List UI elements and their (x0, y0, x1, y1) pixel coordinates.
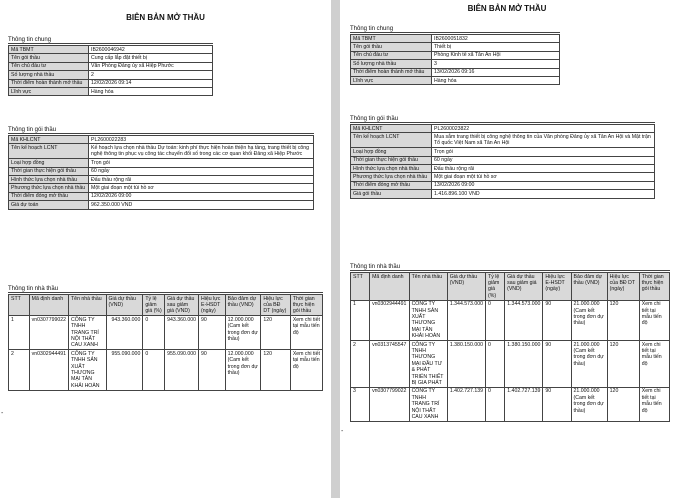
info-value: Mua sắm trang thiết bị công nghệ thông tin của Văn phòng Đảng ủy xã Tân An Hội và Mặt trận Tổ quốc Việt Nam xã Tân An Hội (432, 133, 655, 148)
table-cell: 90 (199, 316, 226, 350)
page-edge-mark: - (341, 428, 344, 435)
table-row (9, 316, 323, 350)
info-row (9, 71, 213, 79)
info-row (351, 60, 560, 68)
document-title: BIÊN BẢN MỞ THẦU (467, 4, 547, 13)
table-cell: 3 (351, 387, 370, 421)
info-row (351, 156, 655, 164)
column-header: Hiệu lực E-HSDT (ngày) (199, 295, 226, 316)
info-row (9, 54, 213, 62)
info-label: Lĩnh vực (351, 77, 432, 85)
column-header: Bảo đảm dự thầu (VND) (225, 295, 261, 316)
info-row (9, 184, 314, 192)
info-row (351, 43, 560, 51)
general-info-section (8, 37, 213, 96)
info-value: 2 (89, 71, 213, 79)
table-cell: CÔNG TY TNHH TRANG TRÍ NỘI THẤT CAU XANH (69, 316, 107, 350)
column-header: Giá dự thầu (VND) (447, 273, 485, 301)
table-cell: 2 (9, 350, 30, 390)
column-header: Giá dự thầu (VND) (106, 295, 143, 316)
table-cell: 943.360.000 (106, 316, 143, 350)
table-cell: Xem chi tiết tại mẫu tiến độ (290, 350, 322, 390)
info-value: Hàng hóa (432, 77, 560, 85)
info-label: Thời điểm hoàn thành mở thầu (9, 79, 89, 87)
table-row (9, 350, 323, 390)
info-label: Tên gói thầu (9, 54, 89, 62)
info-value: 60 ngày (89, 167, 314, 175)
info-label: Số lượng nhà thầu (9, 71, 89, 79)
table-cell: 1.402.727.139 (447, 387, 485, 421)
info-label: Phương thức lựa chọn nhà thầu (351, 173, 432, 181)
column-header: Mã định danh (29, 295, 68, 316)
info-value: Kế hoạch lựa chọn nhà thầu Dự toán: kinh phí thực hiện hoàn thiện hạ tầng, trang thiết bị công nghệ thông tin phục vụ công tác chuyển đổi số trong các cơ quan khối Đảng xã Hiệp Phước (89, 144, 314, 159)
bidders-section (8, 286, 323, 391)
table-cell: vn0302944491 (29, 350, 68, 390)
table-cell: 0 (486, 387, 505, 421)
table-cell: 21.000.000 (Cam kết trong đơn dự thầu) (571, 341, 607, 388)
info-value: PL2600022283 (89, 136, 314, 144)
table-cell: 955.090.000 (165, 350, 199, 390)
column-header: Thời gian thực hiện gói thầu (639, 273, 669, 301)
table-cell: CÔNG TY TNHH TRANG TRÍ NỘI THẤT CAU XANH (409, 387, 447, 421)
table-cell: 12.000.000 (Cam kết trong đơn dự thầu) (225, 350, 261, 390)
info-row (9, 201, 314, 209)
info-row (9, 167, 314, 175)
package-info-section (8, 127, 314, 210)
column-header: Hiệu lực của BĐ DT (ngày) (607, 273, 639, 301)
table-cell: 1.380.150.000 (505, 341, 543, 388)
table-cell: 2 (351, 341, 370, 388)
column-header: STT (351, 273, 370, 301)
table-cell: 120 (607, 387, 639, 421)
table-cell: 90 (543, 300, 571, 340)
info-value: 60 ngày (432, 156, 655, 164)
info-row (9, 62, 213, 70)
table-cell: 12.000.000 (Cam kết trong đơn dự thầu) (225, 316, 261, 350)
info-row (9, 46, 213, 54)
info-value: 12/02/2026 09:14 (89, 79, 213, 87)
general-info-table (350, 34, 560, 85)
info-label: Giá dự toán (9, 201, 89, 209)
table-cell: 1 (351, 300, 370, 340)
info-row (351, 125, 655, 133)
table-cell: CÔNG TY TNHH SẢN XUẤT THƯƠNG MẠI TÂN KHẢI HOÀN (69, 350, 107, 390)
info-value: Phòng Kinh tế xã Tân An Hội (432, 51, 560, 59)
package-info-table (8, 135, 314, 210)
info-label: Mã TBMT (351, 35, 432, 43)
info-label: Thời điểm đóng mở thầu (9, 192, 89, 200)
section-heading: Thông tin nhà thầu (8, 286, 323, 293)
column-header: Hiệu lực E-HSDT (ngày) (543, 273, 571, 301)
info-value: PL2600023822 (432, 125, 655, 133)
table-cell: Xem chi tiết tại mẫu tiến độ (639, 387, 669, 421)
info-label: Thời điểm đóng mở thầu (351, 181, 432, 189)
table-cell: Xem chi tiết tại mẫu tiến độ (290, 316, 322, 350)
table-cell: 1.402.727.139 (505, 387, 543, 421)
info-row (351, 77, 560, 85)
section-heading: Thông tin chung (350, 26, 560, 33)
column-header: Bảo đảm dự thầu (VND) (571, 273, 607, 301)
info-row (351, 68, 560, 76)
table-cell: 90 (199, 350, 226, 390)
column-header: Tên nhà thầu (69, 295, 107, 316)
info-label: Số lượng nhà thầu (351, 60, 432, 68)
info-value: 13/02/2026 09:00 (432, 181, 655, 189)
info-row (351, 181, 655, 189)
info-label: Mã KHLCNT (9, 136, 89, 144)
info-label: Thời gian thực hiện gói thầu (351, 156, 432, 164)
info-label: Giá gói thầu (351, 190, 432, 198)
info-row (9, 159, 314, 167)
package-info-section (350, 116, 655, 199)
table-cell: 21.000.000 (Cam kết trong đơn dự thầu) (571, 387, 607, 421)
column-header: Giá dự thầu sau giảm giá (VND) (165, 295, 199, 316)
package-info-table (350, 124, 655, 199)
column-header: Tỷ lệ giảm giá (%) (143, 295, 165, 316)
column-header: Tỷ lệ giảm giá (%) (486, 273, 505, 301)
general-info-table (8, 45, 213, 96)
table-cell: vn0313745547 (370, 341, 410, 388)
table-cell: 1.344.573.000 (505, 300, 543, 340)
document-title: BIÊN BẢN MỞ THẦU (126, 13, 205, 22)
info-value: Trọn gói (432, 148, 655, 156)
table-cell: vn0307799022 (29, 316, 68, 350)
table-cell: 955.090.000 (106, 350, 143, 390)
info-value: Cung cấp lắp đặt thiết bị (89, 54, 213, 62)
info-label: Loại hợp đồng (9, 159, 89, 167)
info-label: Thời gian thực hiện gói thầu (9, 167, 89, 175)
info-label: Hình thức lựa chọn nhà thầu (9, 176, 89, 184)
table-header-row (351, 273, 670, 301)
info-value: 962.350.000 VND (89, 201, 314, 209)
table-header-row (9, 295, 323, 316)
info-value: Một giai đoạn một túi hồ sơ (89, 184, 314, 192)
info-value: IB2600051832 (432, 35, 560, 43)
table-cell: Xem chi tiết tại mẫu tiến độ (639, 300, 669, 340)
info-label: Mã KHLCNT (351, 125, 432, 133)
table-cell: 90 (543, 387, 571, 421)
info-row (351, 190, 655, 198)
info-value: Một giai đoạn một túi hồ sơ (432, 173, 655, 181)
table-row (351, 341, 670, 388)
section-heading: Thông tin nhà thầu (350, 264, 670, 271)
general-info-section (350, 26, 560, 85)
info-label: Phương thức lựa chọn nhà thầu (9, 184, 89, 192)
column-header: Giá dự thầu sau giảm giá (VND) (505, 273, 543, 301)
section-heading: Thông tin chung (8, 37, 213, 44)
bidders-section (350, 264, 670, 422)
table-cell: 21.000.000 (Cam kết trong đơn dự thầu) (571, 300, 607, 340)
page-edge-mark: - (1, 410, 4, 417)
table-cell: 943.360.000 (165, 316, 199, 350)
info-label: Hình thức lựa chọn nhà thầu (351, 165, 432, 173)
info-value: Hàng hóa (89, 88, 213, 96)
info-value: 1.416.896.100 VND (432, 190, 655, 198)
info-value: Thiết bị (432, 43, 560, 51)
info-value: 13/02/2026 09:16 (432, 68, 560, 76)
info-row (9, 144, 314, 159)
table-cell: 0 (486, 300, 505, 340)
info-row (351, 35, 560, 43)
info-label: Tên kế hoạch LCNT (351, 133, 432, 148)
table-cell: vn0307799022 (370, 387, 410, 421)
table-cell: 90 (543, 341, 571, 388)
column-header: Thời gian thực hiện gói thầu (290, 295, 322, 316)
info-value: Văn Phòng Đảng ủy xã Hiệp Phước (89, 62, 213, 70)
info-label: Loại hợp đồng (351, 148, 432, 156)
table-row (351, 300, 670, 340)
table-cell: 0 (143, 316, 165, 350)
table-row (351, 387, 670, 421)
info-label: Tên gói thầu (351, 43, 432, 51)
info-label: Tên kế hoạch LCNT (9, 144, 89, 159)
table-cell: CÔNG TY TNHH SẢN XUẤT THƯƠNG MẠI TÂN KHẢI HOÀN (409, 300, 447, 340)
info-row (351, 148, 655, 156)
info-label: Thời điểm hoàn thành mở thầu (351, 68, 432, 76)
info-row (9, 192, 314, 200)
info-value: Đấu thầu rộng rãi (432, 165, 655, 173)
info-row (9, 176, 314, 184)
info-row (9, 88, 213, 96)
info-row (351, 173, 655, 181)
info-row (351, 165, 655, 173)
table-cell: 120 (261, 316, 290, 350)
info-row (9, 79, 213, 87)
table-cell: 1.380.150.000 (447, 341, 485, 388)
column-header: Tên nhà thầu (409, 273, 447, 301)
info-value: Đấu thầu rộng rãi (89, 176, 314, 184)
info-row (9, 136, 314, 144)
section-heading: Thông tin gói thầu (8, 127, 314, 134)
column-header: STT (9, 295, 30, 316)
document-page-1 (0, 0, 331, 498)
info-label: Tên chủ đầu tư (351, 51, 432, 59)
table-cell: 1.344.573.000 (447, 300, 485, 340)
table-cell: 120 (607, 300, 639, 340)
table-cell: CÔNG TY TNHH THƯƠNG MẠI ĐẦU TƯ & PHÁT TRIỂN THIẾT BỊ GIA PHÁT (409, 341, 447, 388)
info-label: Mã TBMT (9, 46, 89, 54)
info-value: 12/02/2026 09:00 (89, 192, 314, 200)
table-cell: 120 (607, 341, 639, 388)
column-header: Hiệu lực của BĐ DT (ngày) (261, 295, 290, 316)
table-cell: Xem chi tiết tại mẫu tiến độ (639, 341, 669, 388)
info-value: Trọn gói (89, 159, 314, 167)
info-row (351, 133, 655, 148)
table-cell: 120 (261, 350, 290, 390)
info-label: Tên chủ đầu tư (9, 62, 89, 70)
table-cell: 1 (9, 316, 30, 350)
table-cell: vn0302944491 (370, 300, 410, 340)
section-heading: Thông tin gói thầu (350, 116, 655, 123)
info-row (351, 51, 560, 59)
table-cell: 0 (486, 341, 505, 388)
info-value: IB2600046942 (89, 46, 213, 54)
column-header: Mã định danh (370, 273, 410, 301)
document-page-2 (340, 0, 674, 498)
bidders-table (350, 272, 670, 422)
info-label: Lĩnh vực (9, 88, 89, 96)
bidders-table (8, 294, 323, 391)
info-value: 3 (432, 60, 560, 68)
table-cell: 0 (143, 350, 165, 390)
